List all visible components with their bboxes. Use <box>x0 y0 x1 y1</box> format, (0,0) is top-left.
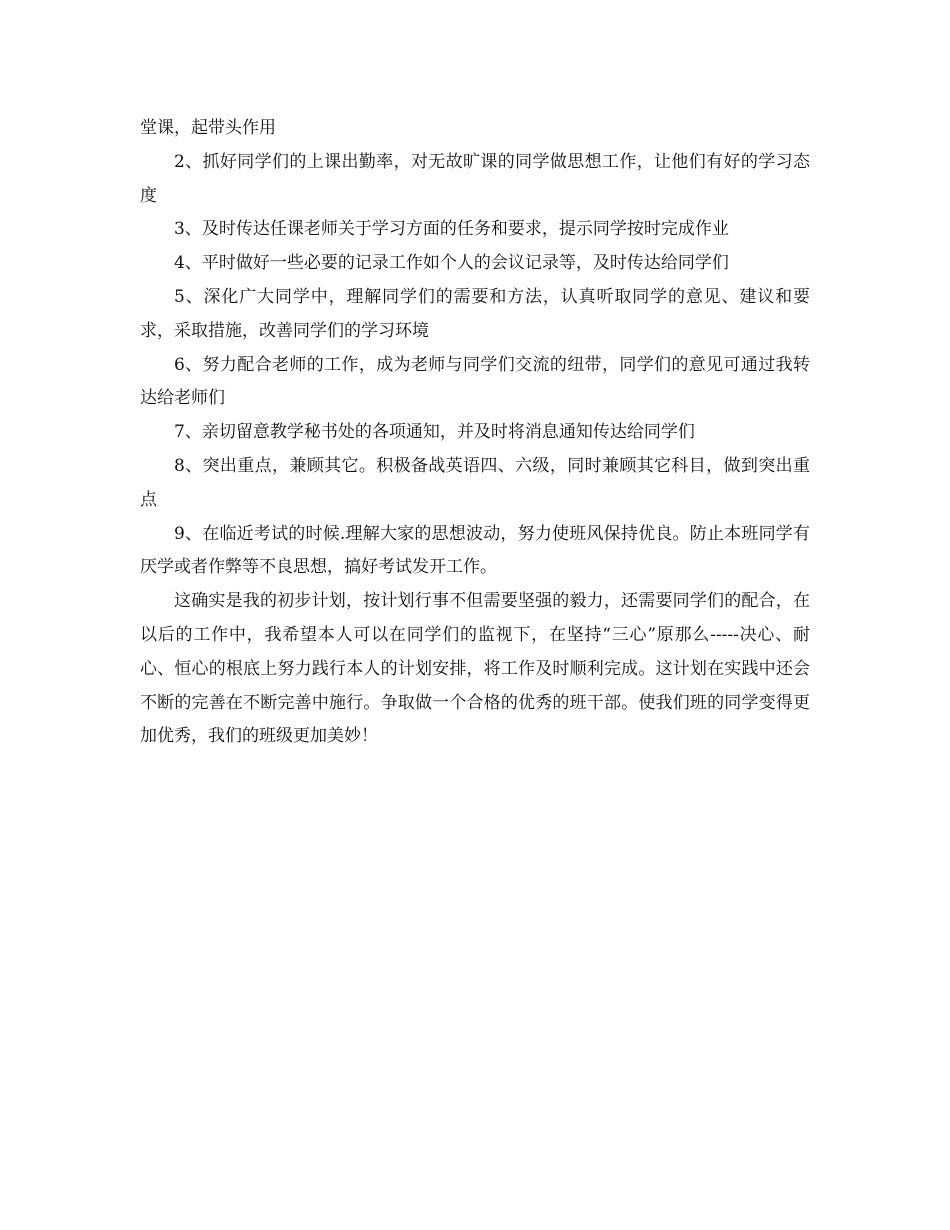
paragraph-item-9: 9、在临近考试的时候.理解大家的思想波动，努力使班风保持优良。防止本班同学有厌学或者作弊等不良思想，搞好考试发开工作。 <box>140 523 810 578</box>
paragraph-item-4: 4、平时做好一些必要的记录工作如个人的会议记录等，及时传达给同学们 <box>174 253 729 274</box>
paragraph-item-6: 6、努力配合老师的工作，成为老师与同学们交流的纽带，同学们的意见可通过我转达给老师们 <box>140 354 810 409</box>
paragraph-item-8: 8、突出重点，兼顾其它。积极备战英语四、六级，同时兼顾其它科目，做到突出重点 <box>140 455 810 510</box>
paragraph-item-2: 2、抓好同学们的上课出勤率，对无故旷课的同学做思想工作，让他们有好的学习态度 <box>140 151 810 206</box>
document-body <box>140 112 810 754</box>
paragraph-item-5: 5、深化广大同学中，理解同学们的需要和方法，认真听取同学的意见、建议和要求，采取措施，改善同学们的学习环境 <box>140 286 810 341</box>
paragraph-item-7: 7、亲切留意教学秘书处的各项通知，并及时将消息通知传达给同学们 <box>174 422 695 443</box>
paragraph-continuation: 堂课，起带头作用 <box>140 118 276 138</box>
paragraph-item-3: 3、及时传达任课老师关于学习方面的任务和要求，提示同学按时完成作业 <box>174 219 729 240</box>
paragraph-closing: 这确实是我的初步计划，按计划行事不但需要坚强的毅力，还需要同学们的配合，在以后的工作中，我希望本人可以在同学们的监视下，在坚持“三心”原那么-----决心、耐心、恒心的根底上努力践行本人的计划安排，将工作及时顺利完成。这计划在实践中还会不断的完善在不断完善中施行。争取做一个合格的优秀的班干部。使我们班的同学变得更加优秀，我们的班级更加美妙！ <box>140 591 810 747</box>
